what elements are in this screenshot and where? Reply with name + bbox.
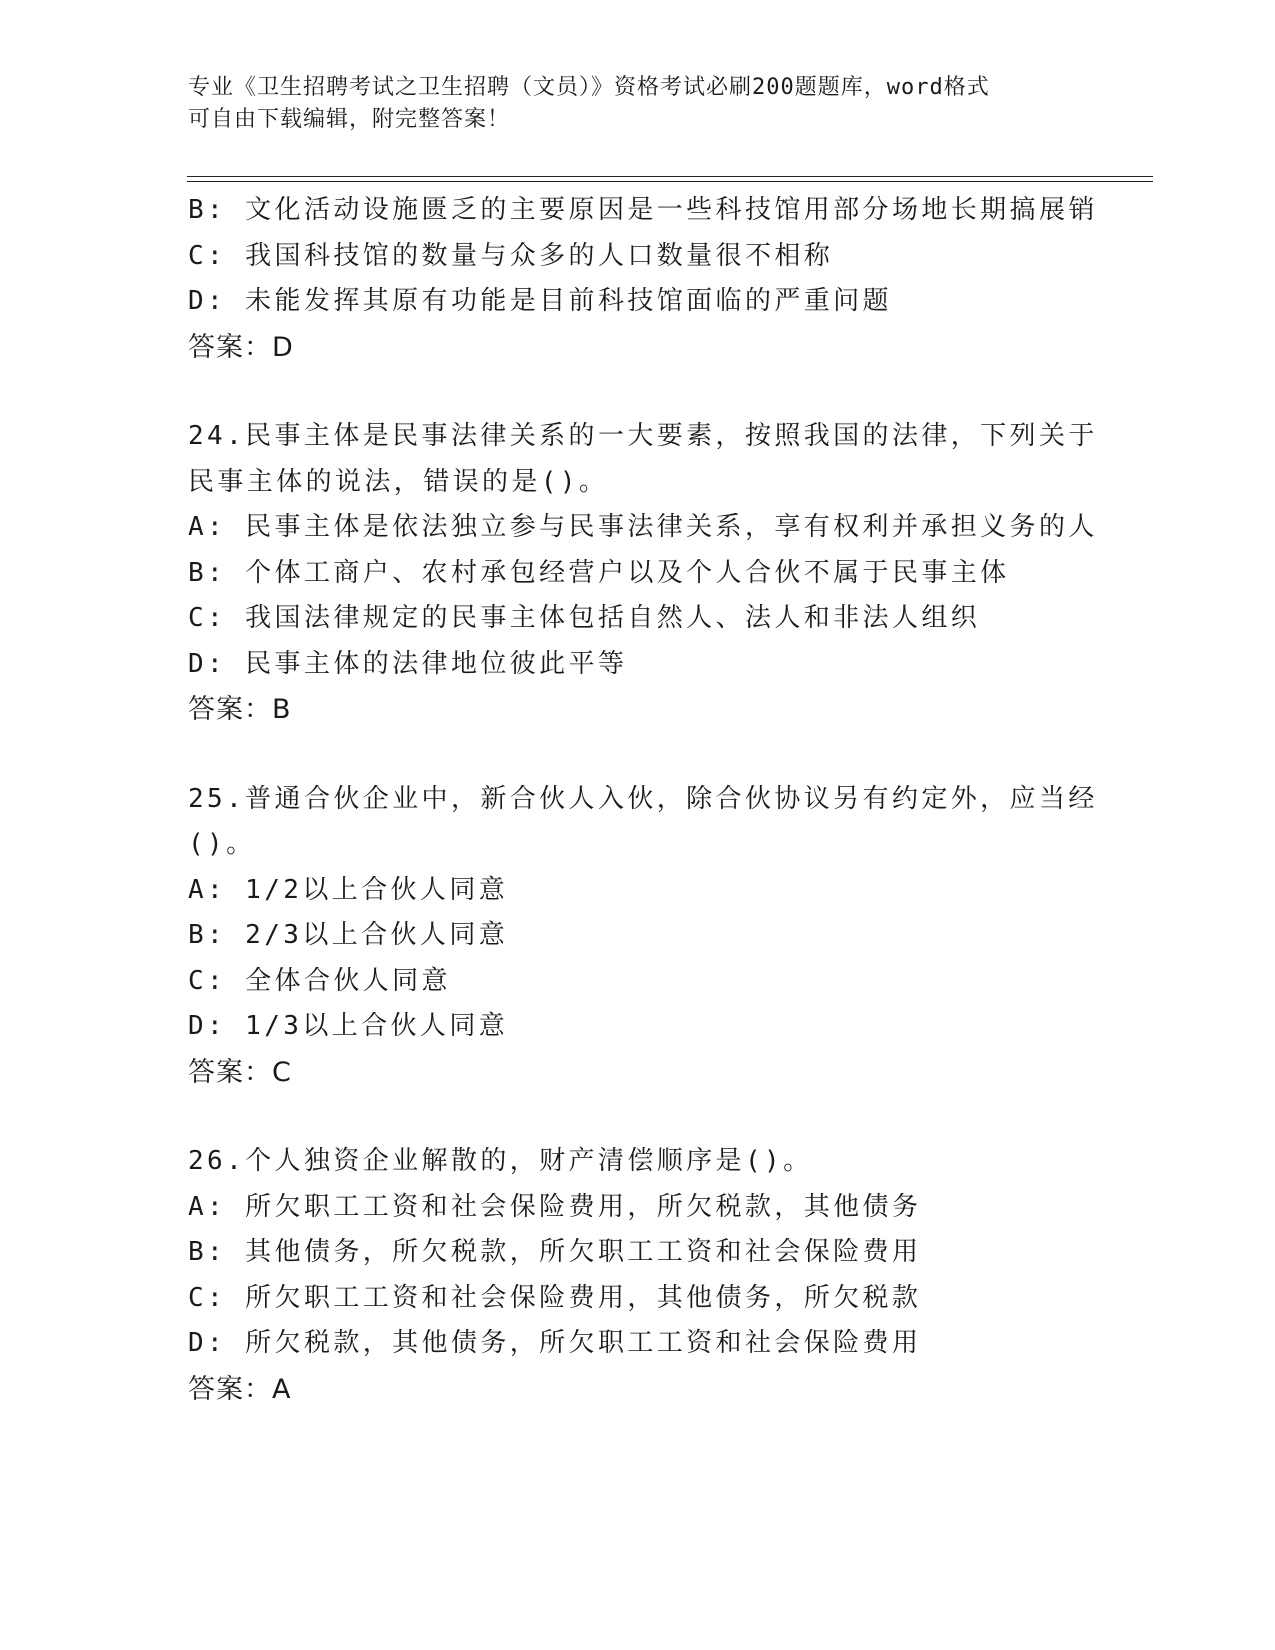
spacer [188, 733, 1088, 777]
document-header [188, 72, 1068, 136]
question-block-continued [188, 188, 1098, 370]
option-a: A: 民事主体是依法独立参与民事法律关系，享有权利并承担义务的人 [188, 512, 1098, 542]
question-stem: 26.个人独资企业解散的，财产清偿顺序是()。 [188, 1146, 813, 1176]
spacer [188, 1095, 1088, 1139]
option-c: C: 我国科技馆的数量与众多的人口数量很不相称 [188, 240, 834, 271]
question-stem: 24.民事主体是民事法律关系的一大要素，按照我国的法律，下列关于 [188, 421, 1098, 451]
option-d: D: 民事主体的法律地位彼此平等 [188, 648, 628, 679]
header-line-2: 可自由下载编辑，附完整答案！ [188, 107, 511, 132]
question-block-26 [188, 1139, 1088, 1412]
option-c: C: 全体合伙人同意 [188, 965, 451, 996]
option-d: D: 1/3以上合伙人同意 [188, 1011, 509, 1041]
option-b: B: 2/3以上合伙人同意 [188, 920, 509, 950]
option-d: D: 未能发挥其原有功能是目前科技馆面临的严重问题 [188, 286, 892, 316]
question-stem: 25.普通合伙企业中，新合伙人入伙，除合伙协议另有约定外，应当经 [188, 783, 1098, 814]
question-block-24 [188, 414, 1098, 733]
header-divider-bottom [187, 181, 1153, 182]
option-b: B: 个体工商户、农村承包经营户以及个人合伙不属于民事主体 [188, 557, 1010, 588]
question-stem: ()。 [188, 829, 256, 859]
option-c: C: 我国法律规定的民事主体包括自然人、法人和非法人组织 [188, 603, 981, 633]
spacer [188, 370, 1088, 414]
question-block-25 [188, 777, 1098, 1096]
header-line-1: 专业《卫生招聘考试之卫生招聘（文员）》资格考试必刷200题题库，word格式 [188, 75, 990, 100]
answer-line: 答案：B [188, 694, 292, 725]
option-c: C: 所欠职工工资和社会保险费用，其他债务，所欠税款 [188, 1282, 922, 1313]
option-a: A: 所欠职工工资和社会保险费用，所欠税款，其他债务 [188, 1191, 922, 1222]
option-a: A: 1/2以上合伙人同意 [188, 874, 509, 905]
option-d: D: 所欠税款，其他债务，所欠职工工资和社会保险费用 [188, 1328, 922, 1358]
answer-line: 答案：D [188, 331, 294, 363]
option-b: B: 文化活动设施匮乏的主要原因是一些科技馆用部分场地长期搞展销 [188, 195, 1098, 225]
header-divider-top [187, 176, 1153, 177]
answer-line: 答案：C [188, 1056, 292, 1088]
question-stem: 民事主体的说法，错误的是()。 [188, 466, 609, 497]
question-list [188, 188, 1098, 1412]
answer-line: 答案：A [188, 1373, 292, 1405]
option-b: B: 其他债务，所欠税款，所欠职工工资和社会保险费用 [188, 1237, 922, 1267]
